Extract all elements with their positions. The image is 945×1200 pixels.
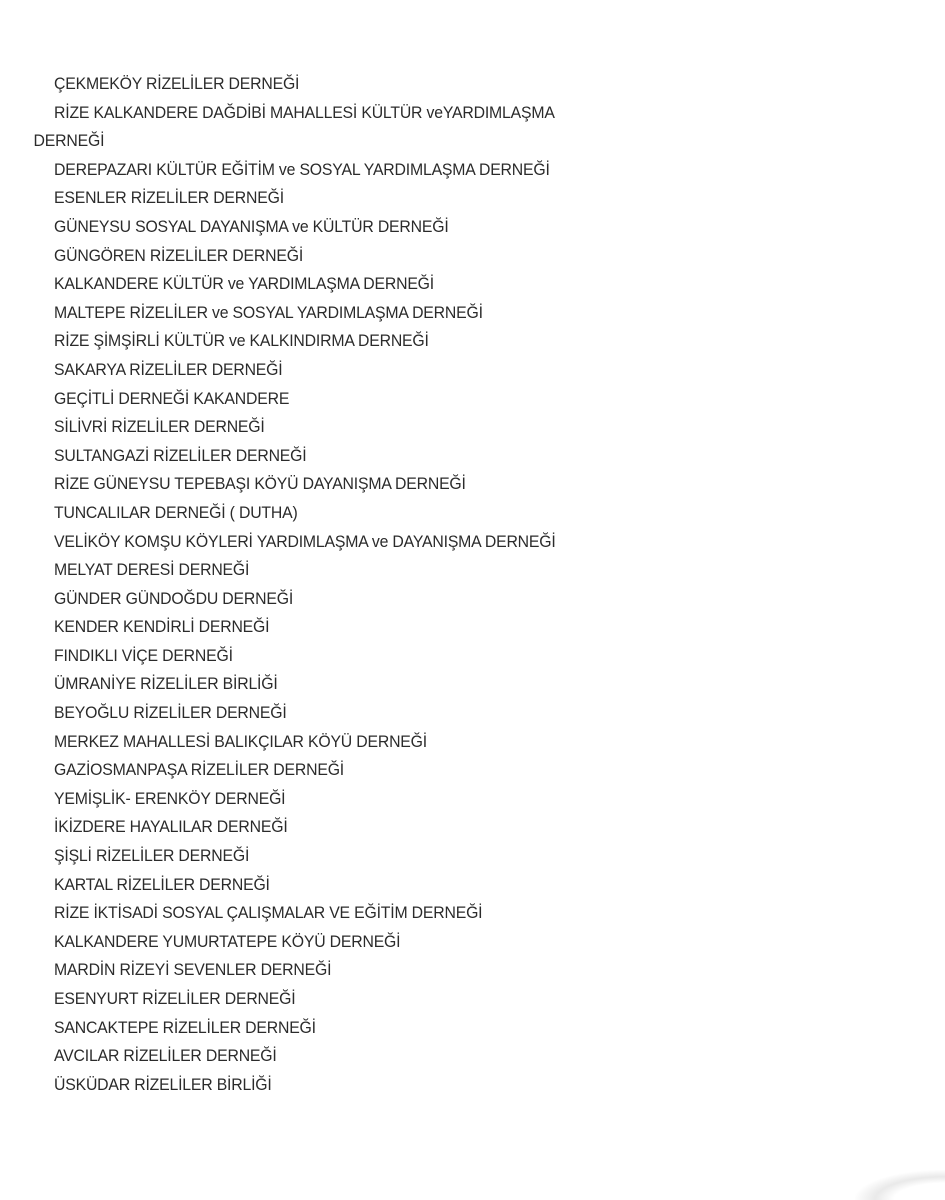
list-item: KARTAL RİZELİLER DERNEĞİ: [54, 874, 270, 894]
list-item: DEREPAZARI KÜLTÜR EĞİTİM ve SOSYAL YARDIMLAŞMA DERNEĞİ: [54, 159, 550, 179]
list-item-text: RİZE KALKANDERE DAĞDİBİ MAHALLESİ KÜLTÜR veYARDIMLAŞMA: [54, 102, 555, 122]
list-item: KALKANDERE KÜLTÜR ve YARDIMLAŞMA DERNEĞİ: [54, 274, 435, 294]
list-item: GEÇİTLİ DERNEĞİ KAKANDERE: [54, 388, 290, 408]
list-item: BEYOĞLU RİZELİLER DERNEĞİ: [54, 703, 287, 723]
list-item: ÜMRANİYE RİZELİLER BİRLİĞİ: [54, 674, 278, 694]
list-item: GÜNDER GÜNDOĞDU DERNEĞİ: [54, 588, 294, 608]
list-item: SANCAKTEPE RİZELİLER DERNEĞİ: [54, 1017, 316, 1037]
list-item: MELYAT DERESİ DERNEĞİ: [54, 560, 250, 580]
list-item: ŞİŞLİ RİZELİLER DERNEĞİ: [54, 846, 250, 866]
list-item: TUNCALILAR DERNEĞİ ( DUTHA): [54, 502, 298, 522]
list-item: SAKARYA RİZELİLER DERNEĞİ: [54, 359, 283, 379]
list-item: İKİZDERE HAYALILAR DERNEĞİ: [54, 817, 288, 837]
list-item: RİZE İKTİSADİ SOSYAL ÇALIŞMALAR VE EĞİTİM DERNEĞİ: [54, 903, 483, 923]
list-item: MARDİN RİZEYİ SEVENLER DERNEĞİ: [54, 960, 332, 980]
list-item: [33, 99, 556, 156]
page-curl-shadow: [855, 1170, 945, 1200]
list-item: SİLİVRİ RİZELİLER DERNEĞİ: [54, 417, 265, 437]
list-item: YEMİŞLİK- ERENKÖY DERNEĞİ: [54, 788, 286, 808]
list-item: MALTEPE RİZELİLER ve SOSYAL YARDIMLAŞMA DERNEĞİ: [54, 302, 483, 322]
list-item-continuation: DERNEĞİ: [33, 131, 105, 151]
list-item: ESENLER RİZELİLER DERNEĞİ: [54, 188, 284, 208]
list-item: AVCILAR RİZELİLER DERNEĞİ: [54, 1046, 277, 1066]
list-item: GAZİOSMANPAŞA RİZELİLER DERNEĞİ: [54, 760, 345, 780]
list-item: SULTANGAZİ RİZELİLER DERNEĞİ: [54, 445, 307, 465]
list-item: RİZE ŞİMŞİRLİ KÜLTÜR ve KALKINDIRMA DERNEĞİ: [54, 331, 429, 351]
list-item: ÜSKÜDAR RİZELİLER BİRLİĞİ: [54, 1074, 272, 1094]
list-item: KENDER KENDİRLİ DERNEĞİ: [54, 617, 270, 637]
list-item: VELİKÖY KOMŞU KÖYLERİ YARDIMLAŞMA ve DAYANIŞMA DERNEĞİ: [54, 531, 556, 551]
list-item: GÜNEYSU SOSYAL DAYANIŞMA ve KÜLTÜR DERNEĞİ: [54, 216, 449, 236]
list-item: ÇEKMEKÖY RİZELİLER DERNEĞİ: [54, 74, 300, 93]
list-item: ESENYURT RİZELİLER DERNEĞİ: [54, 989, 296, 1008]
list-item: GÜNGÖREN RİZELİLER DERNEĞİ: [54, 245, 304, 265]
association-list: [33, 70, 593, 1099]
list-item: FINDIKLI VİÇE DERNEĞİ: [54, 645, 233, 665]
list-item: RİZE GÜNEYSU TEPEBAŞI KÖYÜ DAYANIŞMA DERNEĞİ: [54, 474, 466, 494]
list-item: KALKANDERE YUMURTATEPE KÖYÜ DERNEĞİ: [54, 931, 401, 951]
list-item: MERKEZ MAHALLESİ BALIKÇILAR KÖYÜ DERNEĞİ: [54, 731, 427, 751]
